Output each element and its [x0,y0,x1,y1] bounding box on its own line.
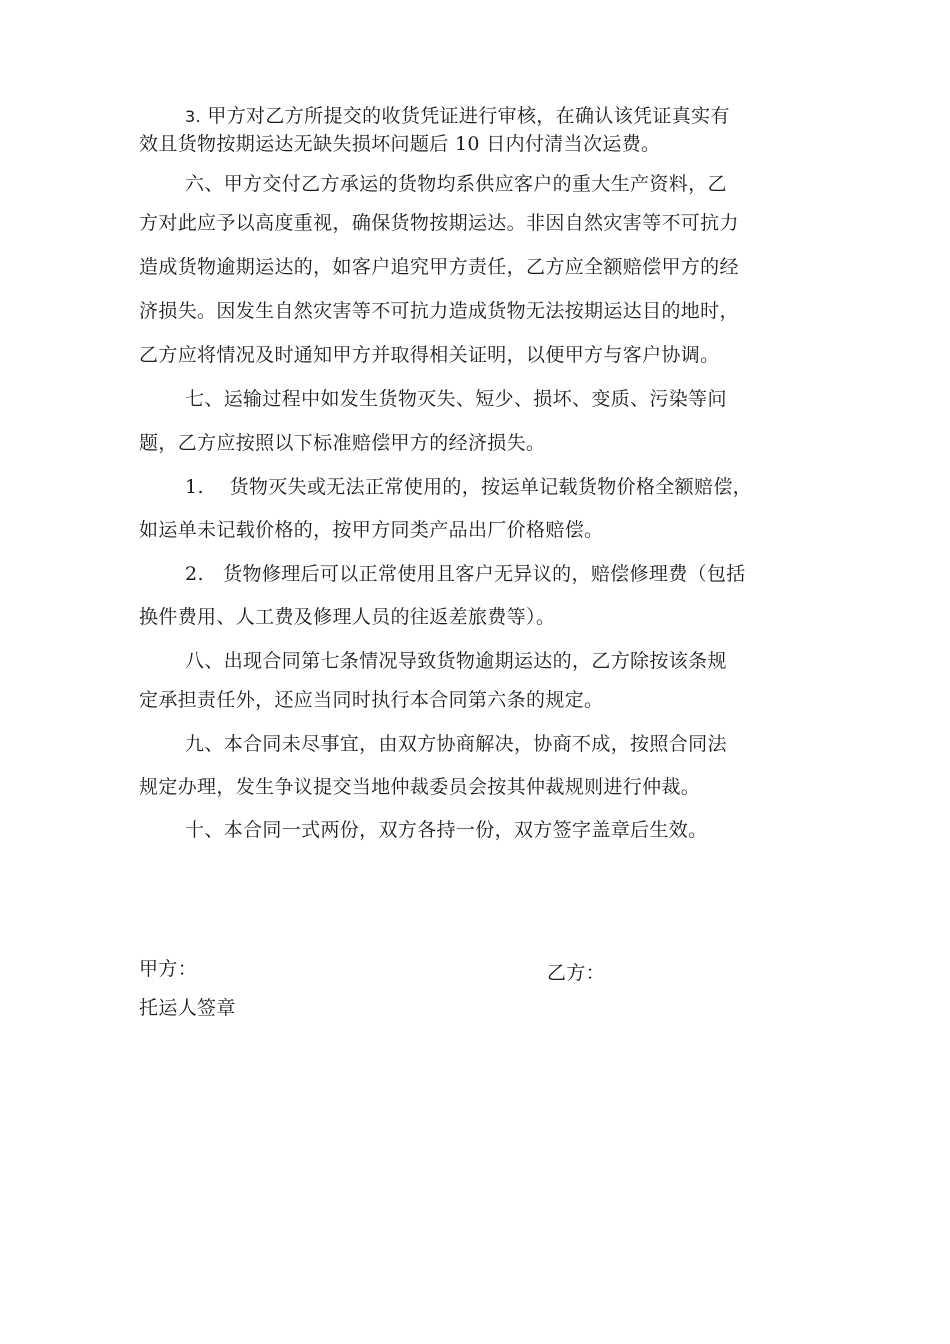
clause-9-line-2: 规定办理，发生争议提交当地仲裁委员会按其仲裁规则进行仲裁。 [139,776,701,798]
clause-10-line-1: 十、本合同一式两份，双方各持一份，双方签字盖章后生效。 [185,819,708,841]
clause-6-3-text-1: 甲方对乙方所提交的收货凭证进行审核，在确认该凭证真实有 [207,105,730,127]
clause-8-line-2: 定承担责任外，还应当同时执行本合同第六条的规定。 [139,689,604,711]
clause-6-line-4: 济损失。因发生自然灾害等不可抗力造成货物无法按期运达目的地时， [139,300,739,322]
clause-7-2-line-2: 换件费用、人工费及修理人员的往返差旅费等）。 [139,606,556,628]
shipper-seal-label: 托运人签章 [139,997,236,1019]
party-b-label: 乙方： [547,962,606,984]
clause-6-3-line-2: 效且货物按期运达无缺失损坏问题后 10 日内付清当次运费。 [139,133,661,155]
party-a-label: 甲方： [139,958,198,980]
clause-7-2-line-1: 2. 货物修理后可以正常使用且客户无异议的，赔偿修理费（包括 [185,563,746,585]
clause-6-3-line-1 [185,104,730,129]
clause-8-line-1: 八、出现合同第七条情况导致货物逾期运达的，乙方除按该条规 [185,650,727,672]
clause-6-line-2: 方对此应予以高度重视，确保货物按期运达。非因自然灾害等不可抗力 [139,212,739,234]
clause-7-1-line-1: 1. 货物灭失或无法正常使用的，按运单记载货物价格全额赔偿， [185,476,753,498]
clause-9-line-1: 九、本合同未尽事宜，由双方协商解决，协商不成，按照合同法 [185,733,727,755]
clause-7-line-1: 七、运输过程中如发生货物灭失、短少、损坏、变质、污染等问 [185,388,727,410]
clause-6-line-5: 乙方应将情况及时通知甲方并取得相关证明，以便甲方与客户协调。 [139,344,720,366]
clause-6-line-1: 六、甲方交付乙方承运的货物均系供应客户的重大生产资料，乙 [185,173,727,195]
clause-6-line-3: 造成货物逾期运达的，如客户追究甲方责任，乙方应全额赔偿甲方的经 [139,256,739,278]
clause-7-1-line-2: 如运单未记载价格的，按甲方同类产品出厂价格赔偿。 [139,519,604,541]
clause-7-line-2: 题，乙方应按照以下标准赔偿甲方的经济损失。 [139,432,546,454]
clause-6-3-number: 3. [185,107,201,126]
